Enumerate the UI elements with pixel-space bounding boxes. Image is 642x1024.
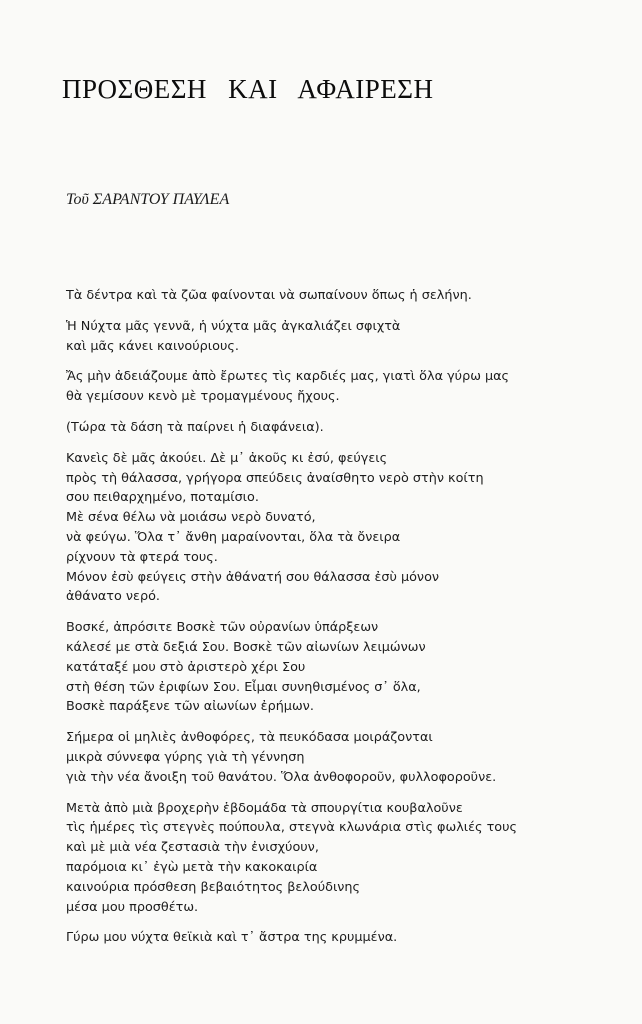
poem-line: καινούρια πρόσθεση βεβαιότητος βελούδινης (66, 879, 361, 895)
poem-line: ἀθάνατο νερό. (66, 589, 160, 605)
poem-line: κάλεσέ με στὰ δεξιά Σου. Βοσκὲ τῶν αἰωνίων λειμώνων (66, 639, 426, 655)
poem-line: θὰ γεμίσουν κενὸ μὲ τρομαγμένους ἤχους. (66, 389, 340, 405)
poem-line: τὶς ἡμέρες τὶς στεγνὲς πούπουλα, στεγνὰ κλωνάρια στὶς φωλιές τους (66, 820, 518, 836)
stanza (66, 618, 626, 717)
poem-line: καὶ μᾶς κάνει καινούριους. (66, 338, 239, 354)
author-byline: Τοῦ ΣΑΡΑΝΤΟΥ ΠΑΥΛΕΑ (66, 191, 230, 208)
poem-line: Κανεὶς δὲ μᾶς ἀκούει. Δὲ μ᾽ ἀκοῦς κι ἐσύ, φεύγεις (66, 450, 388, 466)
poem-line: Μόνον ἐσὺ φεύγεις στὴν ἀθάνατή σου θάλασσα ἐσὺ μόνον (66, 569, 440, 585)
poem-line: ρίχνουν τὰ φτερά τους. (66, 549, 218, 565)
poem-line: νὰ φεύγω. Ὅλα τ᾽ ἄνθη μαραίνονται, ὅλα τὰ ὄνειρα (66, 529, 401, 545)
poem-line: παρόμοια κι᾽ ἐγὼ μετὰ τὴν κακοκαιρία (66, 859, 318, 875)
poem-line: μικρὰ σύννεφα γύρης γιὰ τὴ γέννηση (66, 749, 305, 765)
poem-line: πρὸς τὴ θάλασσα, γρήγορα σπεύδεις ἀναίσθητο νερὸ στὴν κοίτη (66, 470, 484, 486)
poem-line: κατάταξέ μου στὸ ἀριστερὸ χέρι Σου (66, 659, 306, 675)
stanza (66, 449, 626, 607)
stanza (66, 728, 626, 787)
poem-line: Σήμερα οἱ μηλιὲς ἀνθοφόρες, τὰ πευκόδασα μοιράζονται (66, 730, 433, 746)
poem-line: Μὲ σένα θέλω νὰ μοιάσω νερὸ δυνατό, (66, 510, 316, 526)
stanza (66, 317, 626, 357)
poem-line: Ἡ Νύχτα μᾶς γεννᾶ, ἡ νύχτα μᾶς ἀγκαλιάζει σφιχτὰ (66, 318, 401, 334)
stanza (66, 367, 626, 407)
poem-line: Βοσκέ, ἀπρόσιτε Βοσκὲ τῶν οὐρανίων ὑπάρξεων (66, 620, 379, 636)
stanza (66, 928, 626, 948)
poem-line: στὴ θέση τῶν ἐριφίων Σου. Εἶμαι συνηθισμένος σ᾽ ὅλα, (66, 679, 421, 695)
poem-line: Βοσκὲ παράξενε τῶν αἰωνίων ἐρήμων. (66, 699, 314, 715)
stanza (66, 418, 626, 438)
stanza (66, 286, 626, 306)
poem-line: γιὰ τὴν νέα ἄνοιξη τοῦ θανάτου. Ὅλα ἀνθοφοροῦν, φυλλοφοροῦνε. (66, 769, 497, 785)
poem-line: Μετὰ ἀπὸ μιὰ βροχερὴν ἑβδομάδα τὰ σπουργίτια κουβαλοῦνε (66, 800, 463, 816)
poem-title: ΠΡΟΣΘΕΣΗ ΚΑΙ ΑΦΑΙΡΕΣΗ (62, 74, 434, 104)
stanza (66, 799, 626, 918)
poem-line: καὶ μὲ μιὰ νέα ζεστασιὰ τὴν ἐνισχύουν, (66, 840, 319, 856)
poem-line: (Τώρα τὰ δάση τὰ παίρνει ἡ διαφάνεια). (66, 419, 324, 435)
poem-line: Γύρω μου νύχτα θεϊκιὰ καὶ τ᾽ ἄστρα της κρυμμένα. (66, 930, 398, 946)
poem-line: μέσα μου προσθέτω. (66, 899, 199, 915)
poem-line: Ἄς μὴν ἀδειάζουμε ἀπὸ ἔρωτες τὶς καρδιές μας, γιατὶ ὅλα γύρω μας (66, 369, 510, 385)
poem-line: σου πειθαρχημένο, ποταμίσιο. (66, 490, 259, 506)
poem-body (66, 286, 626, 959)
poem-line: Τὰ δέντρα καὶ τὰ ζῶα φαίνονται νὰ σωπαίνουν ὅπως ἡ σελήνη. (66, 288, 472, 303)
